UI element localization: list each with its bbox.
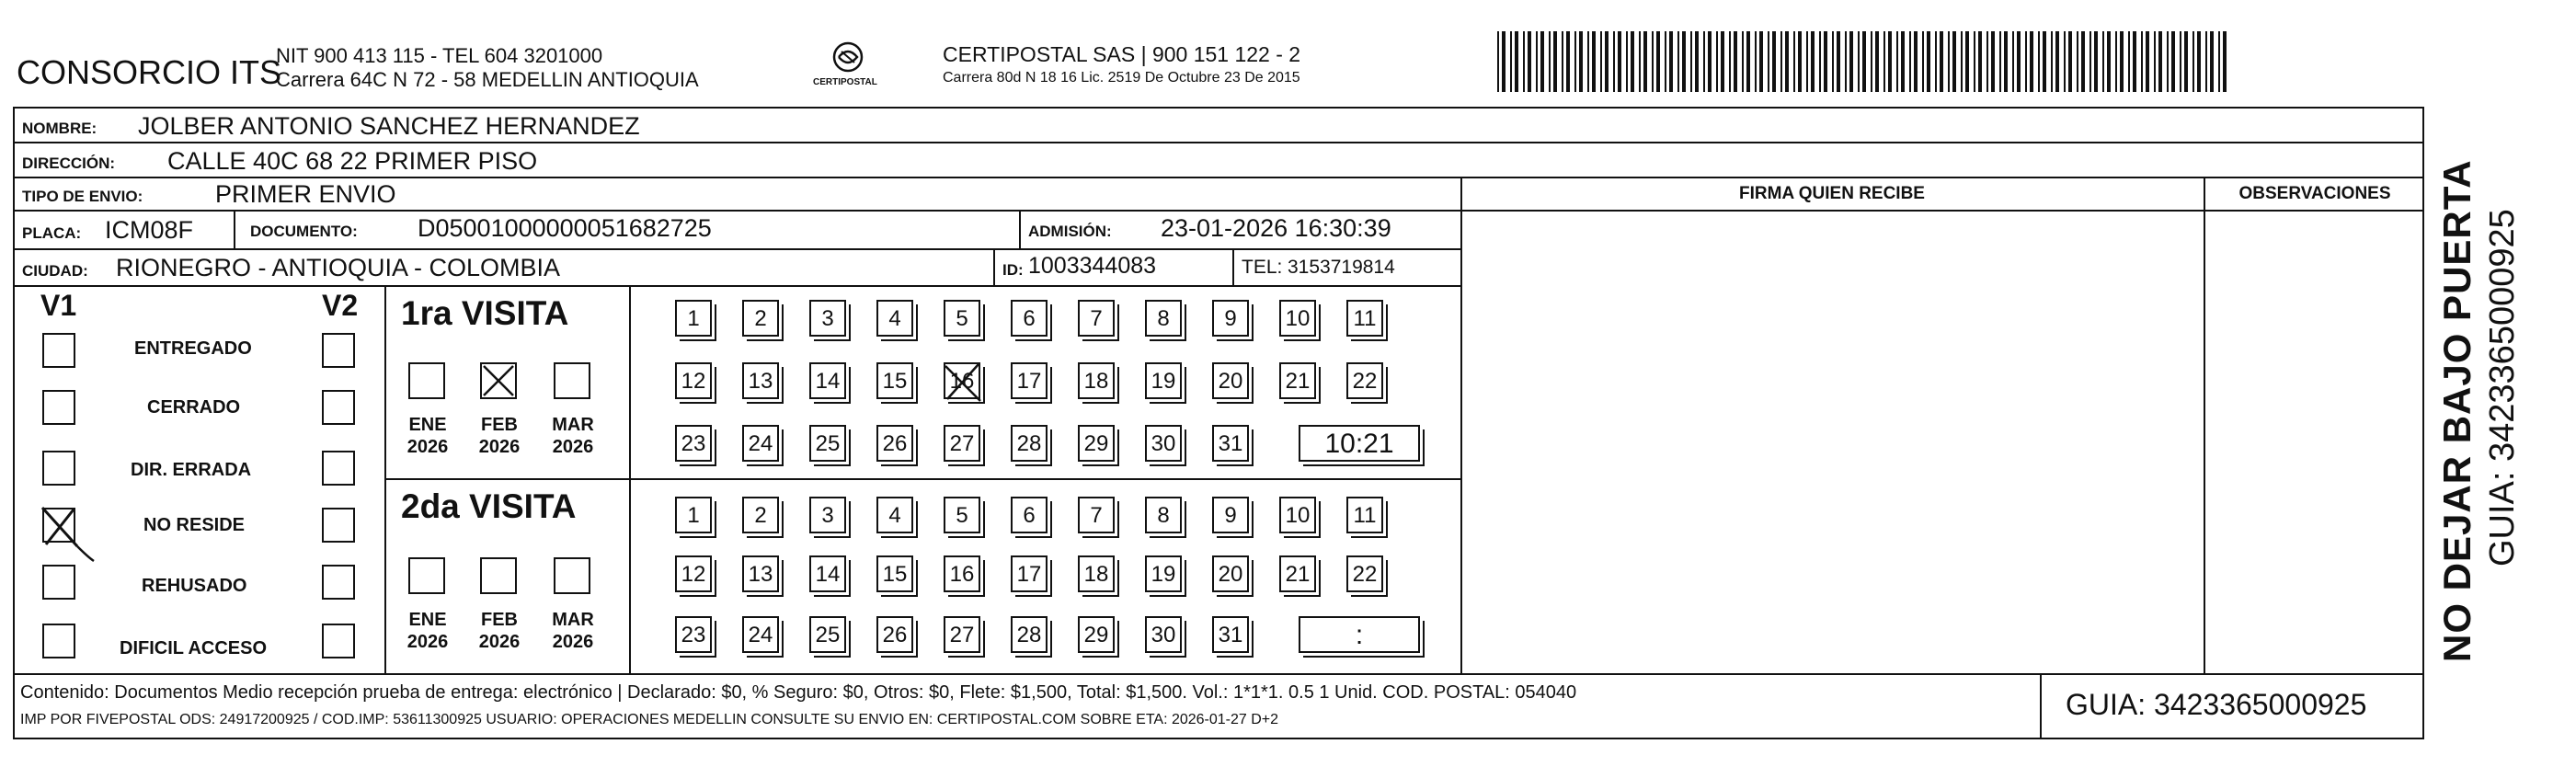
v1-header: V1 <box>40 289 77 322</box>
ciudad-value: RIONEGRO - ANTIOQUIA - COLOMBIA <box>116 254 561 281</box>
first-day-15[interactable]: 15 <box>876 362 913 399</box>
v1-no-reside-checkbox[interactable] <box>42 508 75 543</box>
v2-no-reside-checkbox[interactable] <box>322 508 355 543</box>
second-day-11[interactable]: 11 <box>1346 497 1383 533</box>
certipostal-license: Carrera 80d N 18 16 Lic. 2519 De Octubre 23 De 2015 <box>943 70 1300 86</box>
v2-cerrado-checkbox[interactable] <box>322 390 355 425</box>
second-day-23[interactable]: 23 <box>675 616 712 653</box>
reason-entregado: ENTREGADO <box>134 338 252 359</box>
v2-entregado-checkbox[interactable] <box>322 333 355 368</box>
second-day-25[interactable]: 25 <box>809 616 846 653</box>
admision-value: 23-01-2026 16:30:39 <box>1161 214 1391 242</box>
second-day-29[interactable]: 29 <box>1078 616 1115 653</box>
second-day-27[interactable]: 27 <box>944 616 980 653</box>
first-day-31[interactable]: 31 <box>1212 425 1249 462</box>
second-day-10[interactable]: 10 <box>1279 497 1316 533</box>
direccion-row <box>13 142 2424 178</box>
second-month-mar-label: MAR 2026 <box>552 610 594 652</box>
v2-dificil-acceso-checkbox[interactable] <box>322 624 355 658</box>
first-day-26[interactable]: 26 <box>876 425 913 462</box>
second-day-13[interactable]: 13 <box>742 555 779 592</box>
second-day-3[interactable]: 3 <box>809 497 846 533</box>
day-x-mark <box>944 362 984 403</box>
second-day-31[interactable]: 31 <box>1212 616 1249 653</box>
first-day-4[interactable]: 4 <box>876 300 913 337</box>
first-month-feb-label: FEB 2026 <box>478 415 521 457</box>
first-day-20[interactable]: 20 <box>1212 362 1249 399</box>
second-time-box[interactable]: : <box>1299 616 1420 653</box>
firma-signature-area[interactable] <box>1462 213 2202 671</box>
contenido-line: Contenido: Documentos Medio recepción prueba de entrega: electrónico | Declarado: $0, % Seguro: $0, Otros: $0, Flete: $1,500, Total: $1,500. Vol.: 1*1*1. 0.5 1 Unid. COD. POSTAL: 054040 <box>20 682 1577 703</box>
tel-label: TEL: <box>1242 257 1283 278</box>
second-day-8[interactable]: 8 <box>1145 497 1182 533</box>
first-day-9[interactable]: 9 <box>1212 300 1249 337</box>
first-day-21[interactable]: 21 <box>1279 362 1316 399</box>
month-x-mark <box>480 362 517 399</box>
first-month-mar-label: MAR 2026 <box>552 415 594 457</box>
tel-value: 3153719814 <box>1288 257 1395 278</box>
first-day-16[interactable]: 16 <box>944 362 980 399</box>
first-day-28[interactable]: 28 <box>1011 425 1048 462</box>
second-day-30[interactable]: 30 <box>1145 616 1182 653</box>
v1-dificil-acceso-checkbox[interactable] <box>42 624 75 658</box>
first-day-7[interactable]: 7 <box>1078 300 1115 337</box>
reason-dificil-acceso: DIFICIL ACCESO <box>120 638 268 658</box>
second-day-5[interactable]: 5 <box>944 497 980 533</box>
second-month-feb-label: FEB 2026 <box>478 610 521 652</box>
second-day-20[interactable]: 20 <box>1212 555 1249 592</box>
company-name: CONSORCIO ITS <box>17 53 282 91</box>
first-day-24[interactable]: 24 <box>742 425 779 462</box>
first-day-18[interactable]: 18 <box>1078 362 1115 399</box>
second-day-7[interactable]: 7 <box>1078 497 1115 533</box>
second-month-feb-box[interactable] <box>480 557 517 594</box>
reason-no-reside: NO RESIDE <box>143 515 246 535</box>
placa-label: PLACA: <box>22 224 82 242</box>
first-day-11[interactable]: 11 <box>1346 300 1383 337</box>
second-day-9[interactable]: 9 <box>1212 497 1249 533</box>
second-month-mar-box[interactable] <box>554 557 590 594</box>
second-day-16[interactable]: 16 <box>944 555 980 592</box>
imp-line: IMP POR FIVEPOSTAL ODS: 24917200925 / COD.IMP: 53611300925 USUARIO: OPERACIONES MEDELLIN CONSULTE SU ENVIO EN: CERTIPOSTAL.COM SOBRE ETA: 2026-01-27 D+2 <box>20 712 1279 727</box>
tipo-envio-row <box>13 177 1462 212</box>
first-day-8[interactable]: 8 <box>1145 300 1182 337</box>
second-day-17[interactable]: 17 <box>1011 555 1048 592</box>
ciudad-label: CIUDAD: <box>22 262 88 280</box>
first-day-14[interactable]: 14 <box>809 362 846 399</box>
first-day-10[interactable]: 10 <box>1279 300 1316 337</box>
reason-dir-errada: DIR. ERRADA <box>131 460 252 480</box>
footer-guia: GUIA: 3423365000925 <box>2066 688 2367 721</box>
id-label: ID: <box>1002 261 1024 279</box>
id-value: 1003344083 <box>1028 253 1157 279</box>
second-day-22[interactable]: 22 <box>1346 555 1383 592</box>
nombre-value: JOLBER ANTONIO SANCHEZ HERNANDEZ <box>138 112 640 140</box>
direccion-value: CALLE 40C 68 22 PRIMER PISO <box>167 147 538 175</box>
reason-cerrado: CERRADO <box>147 397 241 418</box>
admision-label: ADMISIÓN: <box>1028 223 1112 240</box>
first-day-30[interactable]: 30 <box>1145 425 1182 462</box>
tipo-label: TIPO DE ENVIO: <box>22 188 143 205</box>
first-day-5[interactable]: 5 <box>944 300 980 337</box>
v2-dir-errada-checkbox[interactable] <box>322 451 355 486</box>
reason-rehusado: REHUSADO <box>142 576 247 596</box>
first-visit-title: 1ra VISITA <box>401 294 569 332</box>
no-dejar-bajo-puerta: NO DEJAR BAJO PUERTA <box>2435 159 2479 662</box>
observaciones-area[interactable] <box>2207 213 2422 671</box>
second-day-26[interactable]: 26 <box>876 616 913 653</box>
certipostal-info: CERTIPOSTAL SAS | 900 151 122 - 2 <box>943 42 1301 66</box>
second-day-14[interactable]: 14 <box>809 555 846 592</box>
first-month-ene-label: ENE 2026 <box>406 415 449 457</box>
second-month-ene-label: ENE 2026 <box>406 610 449 652</box>
second-day-21[interactable]: 21 <box>1279 555 1316 592</box>
v1-cerrado-checkbox[interactable] <box>42 390 75 425</box>
side-guia: GUIA: 3423365000925 <box>2483 209 2522 567</box>
company-nit: NIT 900 413 115 - TEL 604 3201000 <box>276 44 603 67</box>
first-month-feb-box[interactable] <box>480 362 517 399</box>
certipostal-logo <box>811 37 885 101</box>
observaciones-header: OBSERVACIONES <box>2238 184 2391 203</box>
second-day-18[interactable]: 18 <box>1078 555 1115 592</box>
second-day-1[interactable]: 1 <box>675 497 712 533</box>
second-day-6[interactable]: 6 <box>1011 497 1048 533</box>
tipo-value: PRIMER ENVIO <box>215 180 396 208</box>
v2-header: V2 <box>322 289 359 322</box>
handwritten-x-mark <box>37 500 92 555</box>
second-month-ene-box[interactable] <box>408 557 445 594</box>
documento-value: D05001000000051682725 <box>418 214 712 242</box>
company-address: Carrera 64C N 72 - 58 MEDELLIN ANTIOQUIA <box>276 68 699 91</box>
firma-header: FIRMA QUIEN RECIBE <box>1739 184 1925 203</box>
v1-rehusado-checkbox[interactable] <box>42 565 75 600</box>
first-day-6[interactable]: 6 <box>1011 300 1048 337</box>
first-day-13[interactable]: 13 <box>742 362 779 399</box>
second-day-2[interactable]: 2 <box>742 497 779 533</box>
second-day-4[interactable]: 4 <box>876 497 913 533</box>
first-day-25[interactable]: 25 <box>809 425 846 462</box>
nombre-label: NOMBRE: <box>22 120 97 137</box>
first-month-mar-box[interactable] <box>554 362 590 399</box>
nombre-row <box>13 107 2424 143</box>
v1-dir-errada-checkbox[interactable] <box>42 451 75 486</box>
v2-rehusado-checkbox[interactable] <box>322 565 355 600</box>
second-day-28[interactable]: 28 <box>1011 616 1048 653</box>
first-day-29[interactable]: 29 <box>1078 425 1115 462</box>
second-day-12[interactable]: 12 <box>675 555 712 592</box>
first-day-12[interactable]: 12 <box>675 362 712 399</box>
first-day-3[interactable]: 3 <box>809 300 846 337</box>
second-day-15[interactable]: 15 <box>876 555 913 592</box>
first-time-box[interactable]: 10:21 <box>1299 425 1420 462</box>
first-day-17[interactable]: 17 <box>1011 362 1048 399</box>
direccion-label: DIRECCIÓN: <box>22 155 116 172</box>
first-day-22[interactable]: 22 <box>1346 362 1383 399</box>
barcode <box>1497 31 2233 92</box>
first-day-19[interactable]: 19 <box>1145 362 1182 399</box>
second-day-24[interactable]: 24 <box>742 616 779 653</box>
first-month-ene-box[interactable] <box>408 362 445 399</box>
first-day-23[interactable]: 23 <box>675 425 712 462</box>
logo-text: CERTIPOSTAL <box>813 77 877 87</box>
second-day-19[interactable]: 19 <box>1145 555 1182 592</box>
first-day-27[interactable]: 27 <box>944 425 980 462</box>
documento-label: DOCUMENTO: <box>250 223 358 240</box>
second-visit-title: 2da VISITA <box>401 487 577 525</box>
first-day-1[interactable]: 1 <box>675 300 712 337</box>
v1-entregado-checkbox[interactable] <box>42 333 75 368</box>
placa-value: ICM08F <box>105 216 194 244</box>
first-day-2[interactable]: 2 <box>742 300 779 337</box>
